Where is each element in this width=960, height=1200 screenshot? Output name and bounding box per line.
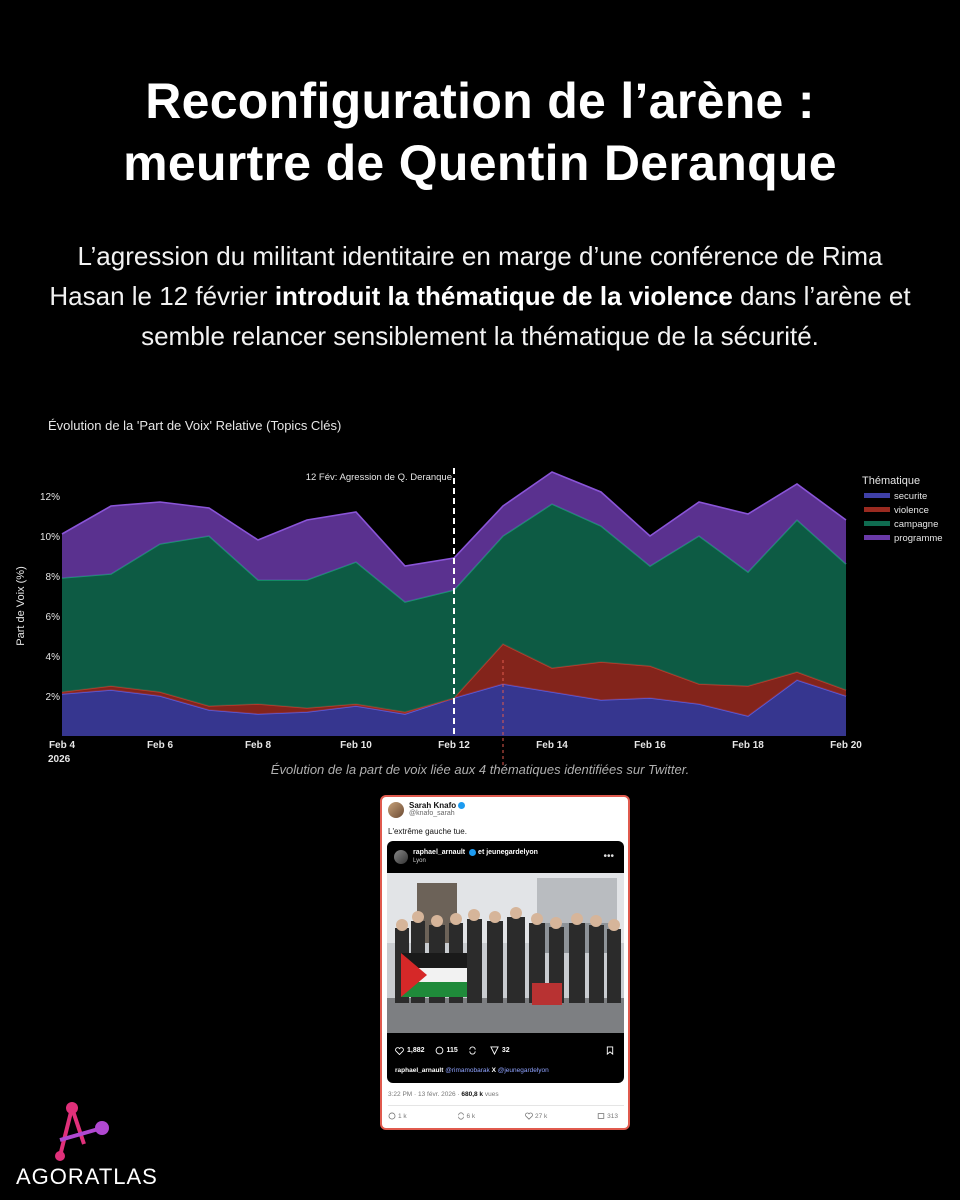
group-photo: [387, 873, 624, 1033]
legend-label-campagne: campagne: [894, 519, 939, 530]
verified-icon: [469, 849, 476, 856]
x-tick-label: Feb 4: [48, 740, 76, 751]
x-tick-sublabel: 2026: [48, 754, 71, 765]
embedded-actions: [395, 1046, 617, 1055]
x-tick-label: Feb 10: [340, 740, 372, 751]
tweet-text: L'extrême gauche tue.: [388, 827, 467, 836]
share-button[interactable]: [490, 1046, 510, 1055]
legend-swatch-violence: [864, 507, 890, 512]
chart-title: Évolution de la 'Part de Voix' Relative (Topics Clés): [48, 418, 342, 433]
avatar[interactable]: [388, 802, 404, 818]
legend-label-securite: securite: [894, 491, 928, 502]
legend-title: Thématique: [862, 475, 921, 487]
footer-separator: X: [491, 1067, 496, 1074]
embedded-footer: [395, 1067, 549, 1074]
title-line-2: meurtre de Quentin Deranque: [123, 135, 837, 191]
reply-button[interactable]: [388, 1112, 407, 1120]
y-tick-label: 8%: [45, 572, 60, 583]
x-tick-label: Feb 18: [732, 740, 764, 751]
x-tick-label: Feb 8: [244, 740, 272, 751]
intro-paragraph: [40, 236, 920, 356]
y-tick-label: 4%: [45, 652, 60, 663]
tweet-timestamp: [388, 1091, 499, 1098]
tweet-views-suffix: vues: [483, 1091, 499, 1098]
y-axis-label: Part de Voix (%): [15, 566, 27, 646]
footer-mention-2[interactable]: @jeunegardelyon: [497, 1067, 549, 1074]
intro-text-bold: introduit la thématique de la violence: [274, 281, 733, 311]
agoratlas-logo-icon: [40, 1100, 110, 1162]
embedded-coauthor[interactable]: et jeunegardelyon: [478, 849, 538, 856]
title-line-1: Reconfiguration de l’arène :: [145, 73, 815, 129]
divider: [388, 1105, 624, 1106]
embedded-post[interactable]: [387, 841, 624, 1083]
comment-count: 115: [446, 1047, 458, 1054]
embedded-author[interactable]: raphael_arnault: [413, 849, 466, 856]
tweet-author[interactable]: Sarah Knafo: [409, 801, 457, 810]
tweet-stats: [388, 1112, 618, 1120]
legend-swatch-programme: [864, 535, 890, 540]
tweet-time: 3:22 PM · 13 févr. 2026 ·: [388, 1091, 462, 1098]
embedded-header: [394, 848, 538, 865]
legend-swatch-campagne: [864, 521, 890, 526]
reply-count: 1 k: [398, 1112, 407, 1120]
comment-button[interactable]: [435, 1046, 458, 1055]
more-options-icon[interactable]: •••: [603, 851, 614, 862]
x-tick-label: Feb 6: [146, 740, 174, 751]
intro-text-after: dans l’arène et semble relancer sensiblement la thématique de la sécurité.: [141, 281, 911, 351]
x-tick-label: Feb 12: [438, 740, 470, 751]
intro-text-before: L’agression du militant identitaire en marge d’une conférence de Rima Hasan le 12 février: [49, 241, 883, 311]
footer-mention-1[interactable]: @rimamobarak: [445, 1067, 490, 1074]
y-tick-label: 10%: [39, 532, 60, 543]
embedded-avatar[interactable]: [394, 850, 408, 864]
like-button[interactable]: [395, 1047, 425, 1055]
embedded-location: Lyon: [413, 858, 426, 864]
x-tick-label: Feb 20: [830, 740, 862, 751]
bookmark-stat-count: 313: [607, 1112, 618, 1120]
bookmark-stat-button[interactable]: [597, 1112, 618, 1120]
like-count: 1,882: [407, 1047, 425, 1054]
share-count: 32: [501, 1047, 510, 1054]
tweet-card[interactable]: [380, 795, 630, 1130]
x-tick-label: Feb 16: [634, 740, 666, 751]
y-tick-label: 12%: [39, 492, 60, 503]
like-stat-count: 27 k: [535, 1112, 548, 1120]
chart-caption: Évolution de la part de voix liée aux 4 thématiques identifiées sur Twitter.: [270, 762, 690, 777]
legend-label-programme: programme: [894, 533, 943, 544]
brand-name: AGORATLAS: [16, 1164, 158, 1189]
x-tick-label: Feb 14: [536, 740, 568, 751]
like-stat-button[interactable]: [525, 1112, 547, 1120]
retweet-count: 6 k: [466, 1112, 476, 1120]
area-chart: [0, 460, 960, 765]
footer-user[interactable]: raphael_arnault: [395, 1067, 444, 1074]
y-tick-label: 2%: [45, 692, 60, 703]
retweet-button[interactable]: [457, 1112, 476, 1120]
legend-label-violence: violence: [894, 505, 929, 516]
bookmark-button[interactable]: [606, 1046, 617, 1055]
tweet-header: [388, 801, 465, 818]
legend-swatch-securite: [864, 493, 890, 498]
repost-button[interactable]: [468, 1046, 480, 1055]
verified-icon: [458, 802, 465, 809]
page-title: [0, 70, 960, 194]
tweet-views: 680,8 k: [461, 1091, 484, 1098]
y-tick-label: 6%: [45, 612, 60, 623]
tweet-handle[interactable]: @knafo_sarah: [409, 810, 455, 817]
annotation-label: 12 Fév: Agression de Q. Deranque: [305, 472, 452, 483]
